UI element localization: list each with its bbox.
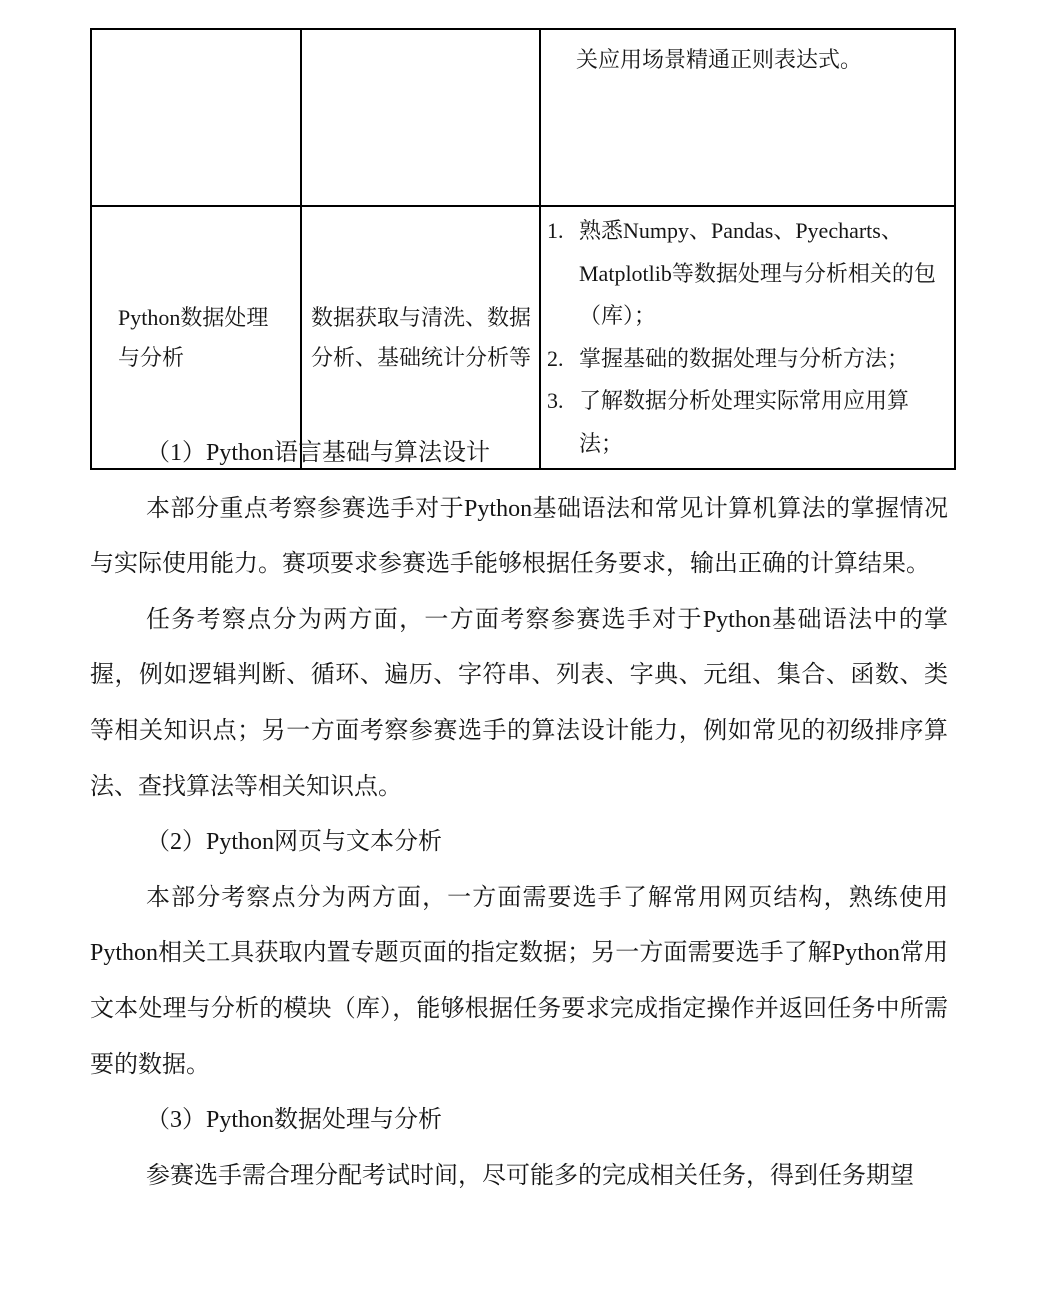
cell-module-empty (91, 29, 301, 206)
module-name-line2: 与分析 (118, 344, 185, 370)
section-heading-2: （2）Python网页与文本分析 (146, 829, 443, 856)
requirement-item-text: 了解数据分析处理实际常用应用算法； (579, 388, 910, 456)
section-1-paragraph-2: 任务考察点分为两方面，一方面考察参赛选手对于Python基础语法中的掌握，例如逻辑判断、循环、遍历、字符串、列表、字典、元组、集合、函数、类等相关知识点；另一方面考察参赛选手的算法设计能力，例如常见的初级排序算法、查找算法等相关知识点。 (90, 606, 948, 800)
requirement-item-text: 掌握基础的数据处理与分析方法； (579, 345, 910, 371)
section-2-paragraph-1: 本部分考察点分为两方面，一方面需要选手了解常用网页结构，熟练使用Python相关工具获取内置专题页面的指定数据；另一方面需要选手了解Python常用文本处理与分析的模块（库），能够根据任务要求完成指定操作并返回任务中所需要的数据。 (90, 884, 948, 1078)
requirement-item-number: 2. (547, 345, 564, 371)
body-text (90, 426, 948, 1204)
table-row-continuation (91, 29, 955, 206)
cell-scope-empty (301, 29, 540, 206)
requirement-item-number: 3. (547, 388, 564, 413)
section-heading-1: （1）Python语言基础与算法设计 (146, 440, 491, 466)
requirement-item (547, 338, 950, 381)
module-scope-line2: 分析、基础统计分析等 (311, 344, 532, 370)
requirement-item-text: 熟悉Numpy、Pandas、Pyecharts、Matplotlib等数据处理与分析相关的包（库）； (579, 218, 936, 328)
section-3-paragraph-1: 参赛选手需合理分配考试时间，尽可能多的完成相关任务，得到任务期望 (146, 1162, 914, 1189)
section-1-paragraph-1: 本部分重点考察参赛选手对于Python基础语法和常见计算机算法的掌握情况与实际使用能力。赛项要求参赛选手能够根据任务要求，输出正确的计算结果。 (90, 495, 948, 578)
requirement-item (547, 210, 950, 338)
cell-requirements-continuation (540, 29, 955, 206)
requirement-continuation-text: 关应用场景精通正则表达式。 (576, 47, 863, 72)
requirement-item-number: 1. (547, 218, 564, 243)
module-scope-line1: 数据获取与清洗、数据 (311, 304, 532, 330)
section-heading-3: （3）Python数据处理与分析 (146, 1107, 443, 1134)
module-name-line1: Python数据处理 (118, 304, 269, 330)
skills-table (90, 28, 956, 470)
